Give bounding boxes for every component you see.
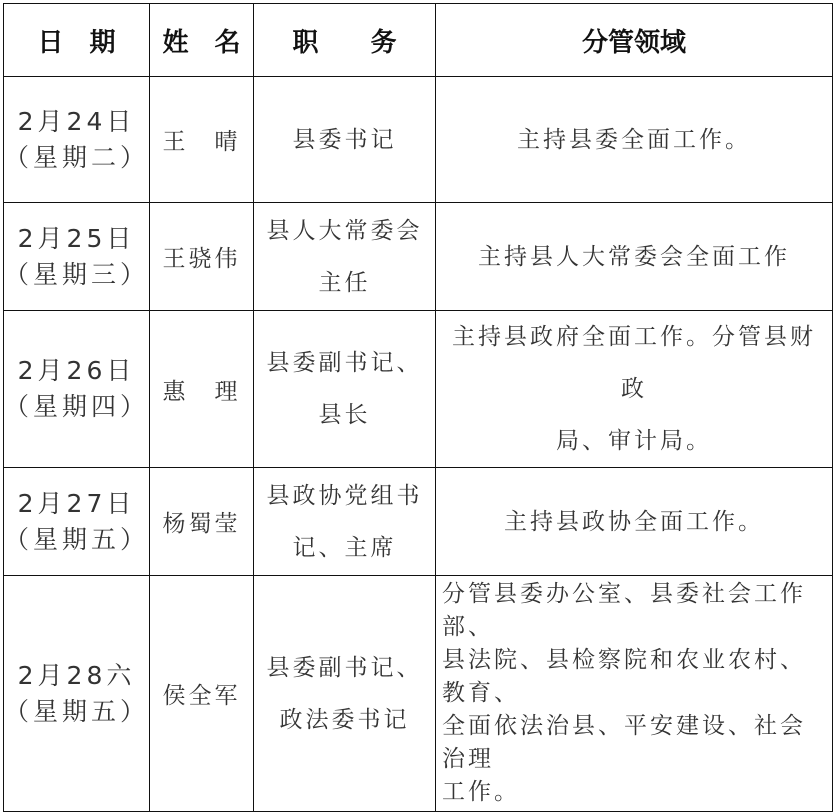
area-line: 全面依法治县、平安建设、社会治理 [442,713,806,772]
area-cell [436,203,833,311]
area-line: 分管县委办公室、县委社会工作部、 [442,581,806,640]
title-line: 县委副书记、 [266,654,423,681]
header-date: 日 期 [4,4,150,77]
title-line: 记、主席 [292,534,397,561]
area-line: 主持县委全面工作。 [517,126,751,153]
date-text: 2月28六 [17,660,136,690]
date-cell [4,468,150,576]
area-cell [436,576,833,812]
title-line: 县长 [318,402,371,428]
area-line: 局、审计局。 [556,428,712,454]
area-line: 主持县政协全面工作。 [504,508,764,535]
title-line: 主任 [318,269,371,296]
title-line: 县委书记 [292,126,397,153]
weekday-text: （星期四） [4,392,150,421]
table-row [4,311,833,468]
date-cell [4,77,150,203]
name-cell: 杨蜀莹 [150,468,254,576]
leader-schedule-table [3,3,833,812]
title-cell [254,203,436,311]
area-cell [436,77,833,203]
name-cell: 侯全军 [150,576,254,812]
name-cell: 王 晴 [150,77,254,203]
area-cell [436,468,833,576]
weekday-text: （星期五） [4,524,150,554]
title-cell [254,468,436,576]
name-cell: 惠 理 [150,311,254,468]
title-line: 县委副书记、 [266,350,423,376]
table-row [4,468,833,576]
date-cell [4,311,150,468]
area-line: 县法院、县检察院和农业农村、教育、 [442,647,806,706]
title-cell [254,576,436,812]
title-line: 县人大常委会 [266,217,423,244]
header-name: 姓 名 [150,4,254,77]
header-title: 职 务 [254,4,436,77]
table-row [4,576,833,812]
header-area: 分管领域 [436,4,833,77]
title-line: 县政协党组书 [266,482,423,509]
title-line: 政法委书记 [279,706,410,733]
area-line: 主持县政府全面工作。分管县财政 [452,324,816,402]
table-row [4,77,833,203]
date-cell [4,203,150,311]
area-line: 工作。 [442,779,520,805]
date-text: 2月25日 [17,223,136,253]
date-text: 2月24日 [17,106,136,136]
area-cell [436,311,833,468]
date-cell [4,576,150,812]
weekday-text: （星期三） [4,259,150,289]
title-cell [254,77,436,203]
area-line: 主持县人大常委会全面工作 [478,243,790,270]
name-cell: 王骁伟 [150,203,254,311]
date-text: 2月27日 [17,488,136,518]
weekday-text: （星期五） [4,696,150,726]
date-text: 2月26日 [17,356,136,385]
weekday-text: （星期二） [4,142,150,172]
table-row [4,203,833,311]
header-row [4,4,833,77]
title-cell [254,311,436,468]
